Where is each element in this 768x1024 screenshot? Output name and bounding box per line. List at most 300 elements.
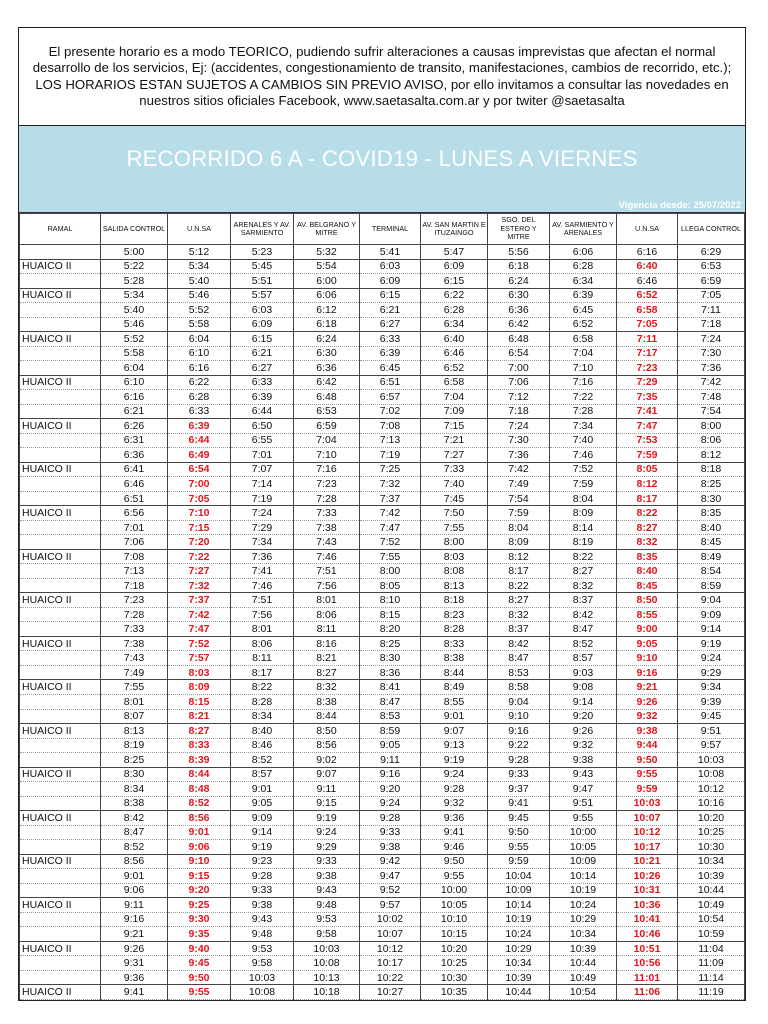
time-cell: 7:32 — [168, 578, 231, 593]
ramal-cell: HUAICO II — [20, 811, 101, 826]
time-cell: 8:21 — [294, 651, 360, 666]
time-cell: 10:00 — [421, 883, 488, 898]
time-cell: 8:06 — [231, 636, 294, 651]
time-cell: 11:09 — [678, 956, 745, 971]
time-cell: 5:58 — [101, 346, 168, 361]
time-cell: 9:06 — [168, 840, 231, 855]
time-cell: 10:44 — [678, 883, 745, 898]
time-cell: 10:36 — [617, 898, 678, 913]
time-cell: 9:28 — [421, 782, 488, 797]
table-row — [20, 419, 745, 434]
time-cell: 9:45 — [168, 956, 231, 971]
time-cell: 8:52 — [168, 796, 231, 811]
time-cell: 7:13 — [101, 564, 168, 579]
time-cell: 6:46 — [617, 274, 678, 289]
time-cell: 6:04 — [168, 332, 231, 347]
time-cell: 6:33 — [360, 332, 421, 347]
ramal-cell: HUAICO II — [20, 462, 101, 477]
time-cell: 10:05 — [550, 840, 617, 855]
time-cell: 11:04 — [678, 941, 745, 956]
time-cell: 6:15 — [421, 274, 488, 289]
time-cell: 8:32 — [488, 607, 550, 622]
time-cell: 8:22 — [231, 680, 294, 695]
time-cell: 9:04 — [488, 694, 550, 709]
time-cell: 7:27 — [168, 564, 231, 579]
time-cell: 8:19 — [101, 738, 168, 753]
time-cell: 5:23 — [231, 245, 294, 260]
time-cell: 6:06 — [550, 245, 617, 260]
time-cell: 8:39 — [168, 753, 231, 768]
time-cell: 10:14 — [488, 898, 550, 913]
table-row — [20, 694, 745, 709]
time-cell: 5:40 — [168, 274, 231, 289]
time-cell: 10:27 — [360, 985, 421, 1000]
time-cell: 7:52 — [360, 535, 421, 550]
time-cell: 7:24 — [231, 506, 294, 521]
ramal-cell — [20, 927, 101, 942]
table-row — [20, 578, 745, 593]
time-cell: 10:17 — [617, 840, 678, 855]
time-cell: 10:24 — [550, 898, 617, 913]
time-cell: 9:07 — [421, 724, 488, 739]
time-cell: 9:32 — [550, 738, 617, 753]
ramal-cell — [20, 738, 101, 753]
time-cell: 8:45 — [678, 535, 745, 550]
time-cell: 9:05 — [617, 636, 678, 651]
time-cell: 7:16 — [550, 375, 617, 390]
time-cell: 9:52 — [360, 883, 421, 898]
time-cell: 9:24 — [678, 651, 745, 666]
time-cell: 9:16 — [617, 665, 678, 680]
time-cell: 10:25 — [421, 956, 488, 971]
time-cell: 9:01 — [101, 869, 168, 884]
time-cell: 6:28 — [550, 259, 617, 274]
time-cell: 5:52 — [101, 332, 168, 347]
time-cell: 10:34 — [488, 956, 550, 971]
table-row — [20, 361, 745, 376]
time-cell: 8:17 — [617, 491, 678, 506]
time-cell: 8:22 — [488, 578, 550, 593]
time-cell: 6:36 — [488, 303, 550, 318]
time-cell: 7:57 — [168, 651, 231, 666]
time-cell: 10:39 — [488, 970, 550, 985]
time-cell: 8:08 — [421, 564, 488, 579]
time-cell: 8:15 — [168, 694, 231, 709]
time-cell: 8:35 — [678, 506, 745, 521]
time-cell: 6:15 — [360, 288, 421, 303]
time-cell: 6:33 — [168, 404, 231, 419]
time-cell: 8:27 — [294, 665, 360, 680]
time-cell: 8:38 — [421, 651, 488, 666]
time-cell: 9:28 — [231, 869, 294, 884]
table-row — [20, 477, 745, 492]
ramal-cell — [20, 274, 101, 289]
time-cell: 9:59 — [617, 782, 678, 797]
time-cell: 9:42 — [360, 854, 421, 869]
time-cell: 5:47 — [421, 245, 488, 260]
time-cell: 10:34 — [550, 927, 617, 942]
time-cell: 7:10 — [168, 506, 231, 521]
time-cell: 6:59 — [678, 274, 745, 289]
time-cell: 6:53 — [294, 404, 360, 419]
time-cell: 6:46 — [421, 346, 488, 361]
time-cell: 6:58 — [617, 303, 678, 318]
table-row — [20, 259, 745, 274]
time-cell: 5:12 — [168, 245, 231, 260]
time-cell: 9:41 — [101, 985, 168, 1000]
time-cell: 7:45 — [421, 491, 488, 506]
time-cell: 7:00 — [488, 361, 550, 376]
time-cell: 9:01 — [421, 709, 488, 724]
time-cell: 6:30 — [488, 288, 550, 303]
time-cell: 8:14 — [550, 520, 617, 535]
time-cell: 10:24 — [488, 927, 550, 942]
time-cell: 7:49 — [101, 665, 168, 680]
table-row — [20, 912, 745, 927]
time-cell: 8:22 — [617, 506, 678, 521]
time-cell: 5:40 — [101, 303, 168, 318]
time-cell: 9:16 — [360, 767, 421, 782]
time-cell: 7:47 — [617, 419, 678, 434]
ramal-cell — [20, 869, 101, 884]
time-cell: 8:47 — [550, 622, 617, 637]
time-cell: 7:28 — [101, 607, 168, 622]
time-cell: 7:59 — [488, 506, 550, 521]
time-cell: 6:22 — [168, 375, 231, 390]
ramal-cell — [20, 753, 101, 768]
time-cell: 8:12 — [678, 448, 745, 463]
col-header-llega-control: LLEGA CONTROL — [678, 214, 745, 245]
time-cell: 8:27 — [168, 724, 231, 739]
ramal-cell — [20, 912, 101, 927]
time-cell: 7:23 — [101, 593, 168, 608]
time-cell: 6:26 — [101, 419, 168, 434]
time-cell: 8:13 — [421, 578, 488, 593]
route-title: RECORRIDO 6 A - COVID19 - LUNES A VIERNES — [126, 146, 638, 171]
ramal-cell — [20, 535, 101, 550]
time-cell: 7:42 — [168, 607, 231, 622]
time-cell: 8:56 — [294, 738, 360, 753]
time-cell: 7:33 — [421, 462, 488, 477]
time-cell: 9:53 — [294, 912, 360, 927]
time-cell: 6:52 — [617, 288, 678, 303]
time-cell: 9:43 — [294, 883, 360, 898]
time-cell: 10:44 — [550, 956, 617, 971]
time-cell: 5:41 — [360, 245, 421, 260]
time-cell: 7:14 — [231, 477, 294, 492]
time-cell: 9:45 — [678, 709, 745, 724]
time-cell: 9:38 — [360, 840, 421, 855]
time-cell: 9:58 — [231, 956, 294, 971]
time-cell: 9:16 — [488, 724, 550, 739]
time-cell: 8:21 — [168, 709, 231, 724]
time-cell: 7:07 — [231, 462, 294, 477]
time-cell: 8:25 — [101, 753, 168, 768]
schedule-sheet — [18, 27, 746, 1001]
ramal-cell — [20, 607, 101, 622]
time-cell: 7:51 — [231, 593, 294, 608]
time-cell: 8:12 — [617, 477, 678, 492]
time-cell: 8:01 — [294, 593, 360, 608]
time-cell: 10:14 — [550, 869, 617, 884]
ramal-cell: HUAICO II — [20, 332, 101, 347]
time-cell: 10:54 — [550, 985, 617, 1000]
ramal-cell — [20, 840, 101, 855]
time-cell: 7:54 — [488, 491, 550, 506]
time-cell: 9:10 — [488, 709, 550, 724]
time-cell: 6:21 — [360, 303, 421, 318]
time-cell: 8:32 — [617, 535, 678, 550]
time-cell: 8:04 — [550, 491, 617, 506]
time-cell: 5:22 — [101, 259, 168, 274]
time-cell: 6:41 — [101, 462, 168, 477]
col-header-sgo-estero-mitre: SGO. DEL ESTERO Y MITRE — [488, 214, 550, 245]
table-row — [20, 869, 745, 884]
time-cell: 6:03 — [231, 303, 294, 318]
time-cell: 8:35 — [617, 549, 678, 564]
time-cell: 7:33 — [294, 506, 360, 521]
time-cell: 7:40 — [550, 433, 617, 448]
time-cell: 8:25 — [678, 477, 745, 492]
time-cell: 6:34 — [421, 317, 488, 332]
time-cell: 8:58 — [488, 680, 550, 695]
time-cell: 7:37 — [168, 593, 231, 608]
table-row — [20, 970, 745, 985]
time-cell: 7:55 — [360, 549, 421, 564]
table-row — [20, 491, 745, 506]
time-cell: 8:37 — [550, 593, 617, 608]
time-cell: 6:06 — [294, 288, 360, 303]
time-cell: 7:25 — [360, 462, 421, 477]
time-cell: 7:43 — [101, 651, 168, 666]
time-cell: 8:27 — [617, 520, 678, 535]
time-cell: 8:00 — [421, 535, 488, 550]
time-cell: 5:58 — [168, 317, 231, 332]
time-cell: 6:27 — [360, 317, 421, 332]
time-cell: 6:40 — [617, 259, 678, 274]
time-cell: 8:22 — [550, 549, 617, 564]
time-cell: 7:18 — [101, 578, 168, 593]
time-cell: 9:21 — [617, 680, 678, 695]
time-cell: 6:42 — [294, 375, 360, 390]
time-cell: 7:16 — [294, 462, 360, 477]
time-cell: 9:16 — [101, 912, 168, 927]
time-cell: 9:34 — [678, 680, 745, 695]
time-cell: 8:47 — [488, 651, 550, 666]
time-cell: 7:10 — [294, 448, 360, 463]
time-cell: 6:33 — [231, 375, 294, 390]
table-row — [20, 665, 745, 680]
time-cell: 7:11 — [678, 303, 745, 318]
time-cell: 7:41 — [231, 564, 294, 579]
time-cell: 6:56 — [101, 506, 168, 521]
time-cell: 7:04 — [421, 390, 488, 405]
time-cell: 8:04 — [488, 520, 550, 535]
time-cell: 7:27 — [421, 448, 488, 463]
time-cell: 9:15 — [294, 796, 360, 811]
time-cell: 6:39 — [231, 390, 294, 405]
time-cell: 8:34 — [231, 709, 294, 724]
time-cell: 7:28 — [550, 404, 617, 419]
time-cell: 8:46 — [231, 738, 294, 753]
time-cell: 10:07 — [360, 927, 421, 942]
ramal-cell — [20, 651, 101, 666]
time-cell: 7:30 — [678, 346, 745, 361]
time-cell: 9:51 — [678, 724, 745, 739]
ramal-cell — [20, 665, 101, 680]
time-cell: 6:48 — [294, 390, 360, 405]
time-cell: 6:12 — [294, 303, 360, 318]
time-cell: 6:09 — [360, 274, 421, 289]
time-cell: 9:11 — [294, 782, 360, 797]
time-cell: 6:09 — [231, 317, 294, 332]
time-cell: 8:12 — [488, 549, 550, 564]
time-cell: 6:36 — [294, 361, 360, 376]
table-row — [20, 825, 745, 840]
time-cell: 7:30 — [488, 433, 550, 448]
time-cell: 6:49 — [168, 448, 231, 463]
ramal-cell: HUAICO II — [20, 941, 101, 956]
ramal-cell — [20, 477, 101, 492]
time-cell: 9:44 — [617, 738, 678, 753]
time-cell: 6:51 — [360, 375, 421, 390]
time-cell: 8:48 — [168, 782, 231, 797]
ramal-cell — [20, 709, 101, 724]
ramal-cell — [20, 883, 101, 898]
time-cell: 6:58 — [550, 332, 617, 347]
time-cell: 9:29 — [294, 840, 360, 855]
time-cell: 7:15 — [168, 520, 231, 535]
time-cell: 10:49 — [678, 898, 745, 913]
time-cell: 7:09 — [421, 404, 488, 419]
time-cell: 7:23 — [294, 477, 360, 492]
time-cell: 10:10 — [421, 912, 488, 927]
time-cell: 7:56 — [294, 578, 360, 593]
table-row — [20, 564, 745, 579]
ramal-cell: HUAICO II — [20, 419, 101, 434]
time-cell: 6:54 — [488, 346, 550, 361]
time-cell: 10:12 — [360, 941, 421, 956]
col-header-belgrano-mitre: AV. BELGRANO Y MITRE — [294, 214, 360, 245]
time-cell: 8:54 — [678, 564, 745, 579]
table-row — [20, 317, 745, 332]
time-cell: 11:01 — [617, 970, 678, 985]
validity-date: Vigencia desde: 25/07/2022 — [618, 200, 741, 211]
time-cell: 9:24 — [294, 825, 360, 840]
time-cell: 11:06 — [617, 985, 678, 1000]
time-cell: 9:09 — [678, 607, 745, 622]
time-cell: 9:43 — [231, 912, 294, 927]
time-cell: 8:28 — [421, 622, 488, 637]
time-cell: 6:39 — [168, 419, 231, 434]
time-cell: 6:21 — [101, 404, 168, 419]
table-row — [20, 622, 745, 637]
col-header-arenales-sarmiento: ARENALES Y AV. SARMIENTO — [231, 214, 294, 245]
time-cell: 9:19 — [231, 840, 294, 855]
time-cell: 9:33 — [294, 854, 360, 869]
time-cell: 7:15 — [421, 419, 488, 434]
table-row — [20, 796, 745, 811]
time-cell: 10:35 — [421, 985, 488, 1000]
col-header-ramal: RAMAL — [20, 214, 101, 245]
time-cell: 9:05 — [231, 796, 294, 811]
time-cell: 7:20 — [168, 535, 231, 550]
time-cell: 6:52 — [421, 361, 488, 376]
table-row — [20, 404, 745, 419]
time-cell: 7:59 — [550, 477, 617, 492]
time-cell: 8:06 — [678, 433, 745, 448]
time-cell: 9:50 — [488, 825, 550, 840]
time-cell: 8:23 — [421, 607, 488, 622]
table-row — [20, 941, 745, 956]
time-cell: 5:34 — [168, 259, 231, 274]
time-cell: 10:26 — [617, 869, 678, 884]
time-cell: 7:28 — [294, 491, 360, 506]
time-cell: 7:11 — [617, 332, 678, 347]
table-row — [20, 593, 745, 608]
time-cell: 7:46 — [550, 448, 617, 463]
time-cell: 9:19 — [421, 753, 488, 768]
title-banner — [19, 126, 745, 213]
time-cell: 8:52 — [101, 840, 168, 855]
ramal-cell: HUAICO II — [20, 898, 101, 913]
table-row — [20, 607, 745, 622]
time-cell: 10:15 — [421, 927, 488, 942]
table-row — [20, 549, 745, 564]
time-cell: 7:21 — [421, 433, 488, 448]
time-cell: 8:49 — [421, 680, 488, 695]
time-cell: 6:09 — [421, 259, 488, 274]
table-row — [20, 448, 745, 463]
time-cell: 9:46 — [421, 840, 488, 855]
time-cell: 10:39 — [678, 869, 745, 884]
time-cell: 9:04 — [678, 593, 745, 608]
time-cell: 10:13 — [294, 970, 360, 985]
time-cell: 8:52 — [231, 753, 294, 768]
time-cell: 7:22 — [550, 390, 617, 405]
time-cell: 9:28 — [360, 811, 421, 826]
time-cell: 7:46 — [294, 549, 360, 564]
time-cell: 8:44 — [421, 665, 488, 680]
time-cell: 10:20 — [678, 811, 745, 826]
time-cell: 8:03 — [168, 665, 231, 680]
time-cell: 8:18 — [678, 462, 745, 477]
time-cell: 7:49 — [488, 477, 550, 492]
time-cell: 8:40 — [231, 724, 294, 739]
ramal-cell — [20, 404, 101, 419]
time-cell: 10:34 — [678, 854, 745, 869]
col-header-salida-control: SALIDA CONTROL — [101, 214, 168, 245]
time-cell: 8:44 — [294, 709, 360, 724]
time-cell: 8:42 — [550, 607, 617, 622]
time-cell: 5:51 — [231, 274, 294, 289]
time-cell: 8:30 — [678, 491, 745, 506]
time-cell: 9:06 — [101, 883, 168, 898]
time-cell: 7:50 — [421, 506, 488, 521]
time-cell: 9:45 — [488, 811, 550, 826]
table-row — [20, 332, 745, 347]
time-cell: 9:13 — [421, 738, 488, 753]
time-cell: 10:18 — [294, 985, 360, 1000]
time-cell: 10:30 — [421, 970, 488, 985]
time-cell: 8:47 — [101, 825, 168, 840]
time-cell: 8:53 — [488, 665, 550, 680]
time-cell: 7:51 — [294, 564, 360, 579]
time-cell: 5:34 — [101, 288, 168, 303]
time-cell: 6:51 — [101, 491, 168, 506]
time-cell: 9:50 — [617, 753, 678, 768]
time-cell: 9:33 — [360, 825, 421, 840]
